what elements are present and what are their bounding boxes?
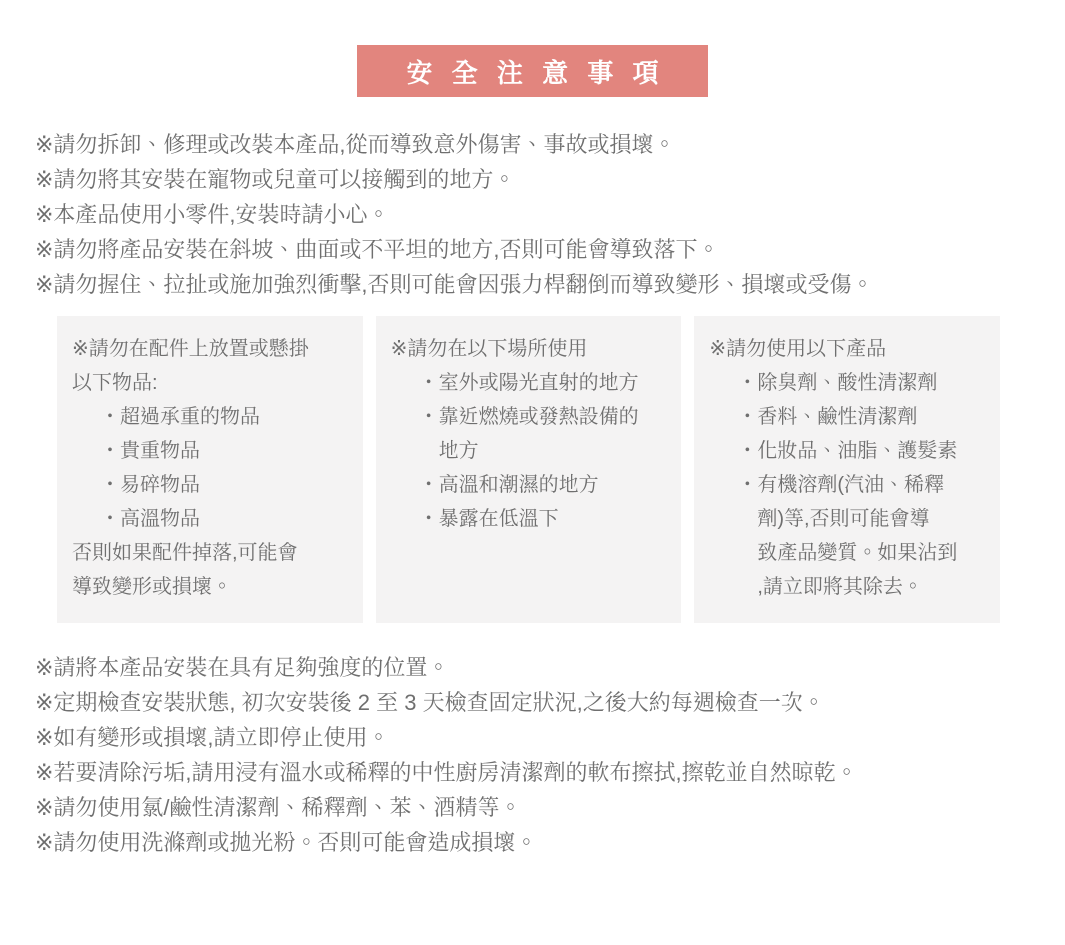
list-item-continuation: ,請立即將其除去。 [757, 576, 923, 598]
box-heading: ※請勿使用以下產品 [709, 338, 887, 360]
bullet-icon: ・ [100, 508, 120, 530]
warning-item: ※定期檢查安裝狀態, 初次安裝後 2 至 3 天檢查固定狀況,之後大約每週檢查一次。 [35, 690, 825, 715]
bullet-icon: ・ [737, 406, 758, 428]
bullet-icon: ・ [418, 474, 439, 496]
warning-item: ※請勿使用洗滌劑或拋光粉。否則可能會造成損壞。 [35, 830, 538, 855]
list-item-text: 高溫物品 [120, 508, 200, 530]
warning-item: ※請勿將其安裝在寵物或兒童可以接觸到的地方。 [35, 167, 516, 192]
box-no-use-locations [376, 316, 682, 623]
warning-item: ※請勿握住、拉扯或施加強烈衝擊,否則可能會因張力桿翻倒而導致變形、損壞或受傷。 [35, 272, 874, 297]
box-text-line: 導致變形或損壞。 [72, 576, 232, 598]
box-heading: ※請勿在配件上放置或懸掛 [72, 338, 309, 360]
box-text-line: 以下物品: [72, 372, 158, 394]
list-item [391, 366, 667, 400]
list-item-text: 有機溶劑(汽油、稀釋 [757, 474, 945, 496]
list-item [72, 400, 348, 434]
list-item [72, 502, 348, 536]
box-text-line: 否則如果配件掉落,可能會 [72, 542, 298, 564]
warning-item: ※若要清除污垢,請用浸有溫水或稀釋的中性廚房清潔劑的軟布擦拭,擦乾並自然晾乾。 [35, 760, 858, 785]
bullet-icon: ・ [418, 406, 439, 428]
top-warning-list [35, 127, 1045, 302]
list-item-continuation: 地方 [438, 440, 479, 462]
box-heading: ※請勿在以下場所使用 [390, 338, 588, 360]
list-item [709, 434, 985, 468]
warning-item: ※本產品使用小零件,安裝時請小心。 [35, 202, 390, 227]
list-item [391, 400, 667, 434]
list-item [709, 468, 985, 502]
list-item-text: 高溫和潮濕的地方 [438, 474, 599, 496]
box-no-use-products [694, 316, 1000, 623]
list-item-text: 化妝品、油脂、護髮素 [757, 440, 958, 462]
warning-boxes-row [57, 316, 1000, 623]
bullet-icon: ・ [737, 474, 758, 496]
bullet-icon: ・ [737, 372, 758, 394]
warning-item: ※請將本產品安裝在具有足夠強度的位置。 [35, 655, 450, 680]
list-item-text: 室外或陽光直射的地方 [438, 372, 639, 394]
list-item [72, 434, 348, 468]
list-item-text: 暴露在低溫下 [438, 508, 559, 530]
bullet-icon: ・ [100, 474, 120, 496]
bullet-icon: ・ [100, 406, 120, 428]
bullet-icon: ・ [737, 440, 758, 462]
list-item [391, 468, 667, 502]
list-item-continuation: 致產品變質。如果沾到 [757, 542, 958, 564]
safety-notice-banner [357, 45, 708, 97]
box-no-place-or-hang [57, 316, 363, 623]
list-item-text: 貴重物品 [120, 440, 200, 462]
list-item [72, 468, 348, 502]
page-title: 安 全 注 意 事 項 [406, 57, 665, 88]
bullet-icon: ・ [100, 440, 120, 462]
list-item-text: 易碎物品 [120, 474, 200, 496]
list-item [391, 502, 667, 536]
warning-item: ※請勿使用氯/鹼性清潔劑、稀釋劑、苯、酒精等。 [35, 795, 522, 820]
list-item-text: 香料、鹼性清潔劑 [757, 406, 918, 428]
bottom-warning-list [35, 650, 1045, 860]
list-item-text: 超過承重的物品 [120, 406, 260, 428]
list-item-text: 除臭劑、酸性清潔劑 [757, 372, 938, 394]
bullet-icon: ・ [418, 508, 439, 530]
warning-item: ※請勿拆卸、修理或改裝本產品,從而導致意外傷害、事故或損壞。 [35, 132, 676, 157]
list-item [709, 366, 985, 400]
warning-item: ※請勿將產品安裝在斜坡、曲面或不平坦的地方,否則可能會導致落下。 [35, 237, 720, 262]
bullet-icon: ・ [418, 372, 439, 394]
warning-item: ※如有變形或損壞,請立即停止使用。 [35, 725, 390, 750]
list-item-continuation: 劑)等,否則可能會導 [757, 508, 930, 530]
list-item [709, 400, 985, 434]
list-item-text: 靠近燃燒或發熱設備的 [438, 406, 639, 428]
